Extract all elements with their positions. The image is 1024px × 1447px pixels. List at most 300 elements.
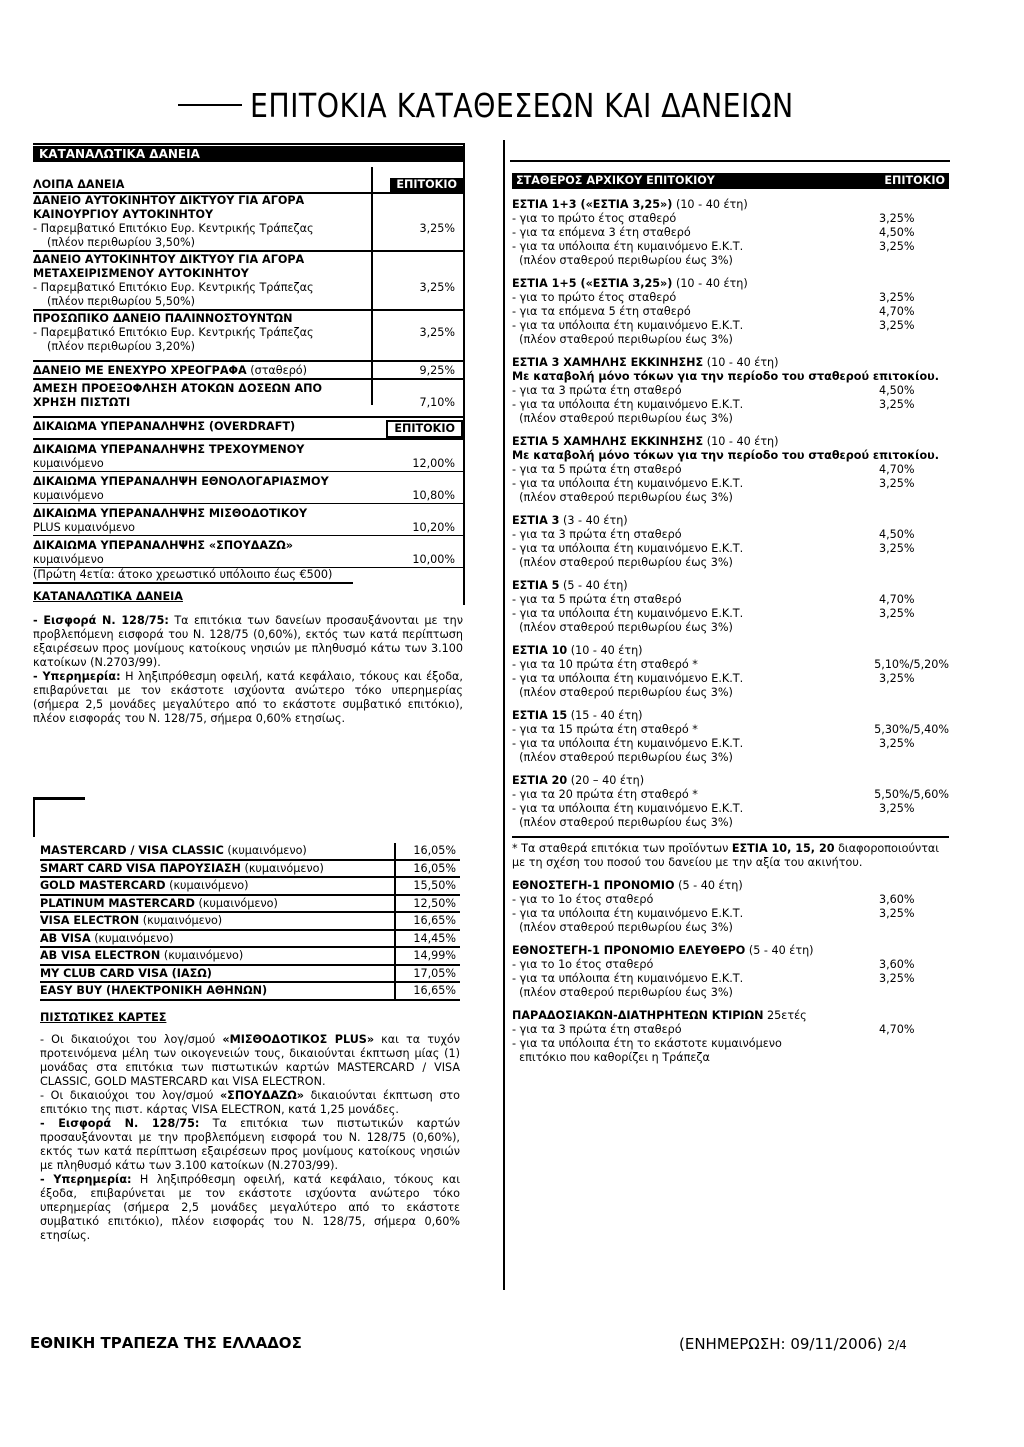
loans-rate-rule [371, 167, 373, 405]
extra-items [512, 879, 949, 1065]
mortgage-product-span: (10 - 40 έτη) [675, 198, 748, 211]
mortgage-line-rate: 5,50%/5,60% [874, 788, 949, 801]
mortgage-product-title: ΕΣΤΙΑ 1+3 («ΕΣΤΙΑ 3,25») [512, 198, 673, 211]
mortgage-product-span: (10 - 40 έτη) [570, 644, 643, 657]
overdraft-sub: PLUS κυμαινόμενο [33, 521, 135, 534]
mortgage-line-text: - για τα επόμενα 5 έτη σταθερό [512, 305, 691, 318]
card-name: SMART CARD VISA ΠΑΡΟΥΣΙΑΣΗ [40, 861, 241, 875]
mortgage-product [512, 774, 949, 830]
card-name: MY CLUB CARD VISA (ΙΑΣΩ) [40, 966, 212, 980]
cards-note-2-b: «ΣΠΟΥΔΑΖΩ» [219, 1088, 304, 1102]
mortgage-line [512, 333, 949, 347]
loan-title: ΠΡΟΣΩΠΙΚΟ ΔΑΝΕΙΟ ΠΑΛΙΝΝΟΣΤΟΥΝΤΩΝ [33, 312, 293, 325]
mortgage-line-rate: 4,50% [879, 528, 915, 541]
mortgage-line-text: (πλέον σταθερού περιθωρίου έως 3%) [512, 751, 733, 764]
loan-line-row [33, 281, 463, 295]
mortgage-product-title: ΕΣΤΙΑ 15 [512, 709, 568, 722]
card-rate: 16,05% [394, 861, 460, 877]
mortgage-line-rate [879, 1037, 949, 1051]
mortgage-product [512, 277, 949, 347]
mortgage-header [512, 173, 949, 189]
card-name-cell [40, 983, 267, 999]
cards-left-rule [33, 797, 35, 837]
cards-note-1-b: «ΜΙΣΘΟΔΟΤΙΚΟΣ PLUS» [222, 1032, 375, 1046]
mortgage-product-title-row [512, 435, 949, 449]
overdraft-item [33, 539, 463, 568]
mortgage-line [512, 686, 949, 700]
footer-bank: ΕΘΝΙΚΗ ΤΡΑΠΕΖΑ ΤΗΣ ΕΛΛΑΔΟΣ [30, 1334, 302, 1352]
footer-update-text: (ΕΝΗΜΕΡΩΣΗ: 09/11/2006) [679, 1335, 883, 1353]
loan-note: (πλέον περιθωρίου 5,50%) [47, 295, 195, 308]
card-row [40, 878, 460, 896]
mortgage-line-rate: 3,25% [879, 672, 915, 685]
mortgage-line-text: - για τα 3 πρώτα έτη σταθερό [512, 528, 682, 541]
mortgage-line [512, 723, 949, 737]
mortgage-product-title-row [512, 514, 949, 528]
mortgage-product-title: ΕΣΤΙΑ 3 [512, 514, 560, 527]
mortgage-line-text: (πλέον σταθερού περιθωρίου έως 3%) [512, 412, 733, 425]
cards-note-1 [40, 1033, 460, 1089]
loans-note-2-bold: - Υπερημερία: [33, 670, 121, 683]
mortgage-line-rate: 3,25% [879, 907, 915, 920]
mortgage-product-span: (3 - 40 έτη) [562, 514, 628, 527]
mortgage-header-right: ΕΠΙΤΟΚΙΟ [884, 174, 945, 187]
mortgage-line [512, 412, 949, 426]
mortgage-line-text: (πλέον σταθερού περιθωρίου έως 3%) [512, 254, 733, 267]
mortgage-line [512, 291, 949, 305]
mortgage-line-rate: 4,50% [879, 226, 915, 239]
mortgage-line-text: επιτόκιο που καθορίζει η Τράπεζα [512, 1051, 710, 1064]
cards-notes-title: ΠΙΣΤΩΤΙΚΕΣ ΚΑΡΤΕΣ [40, 1010, 167, 1024]
mortgage-line-rate [879, 412, 949, 426]
mortgage-line [512, 254, 949, 268]
mortgage-line-rate: 3,25% [879, 542, 915, 555]
mortgage-product-title-row [512, 198, 949, 212]
mortgage-line-text: - για τα 15 πρώτα έτη σταθερό * [512, 723, 698, 736]
overdraft-header: ΔΙΚΑΙΩΜΑ ΥΠΕΡΑΝΑΛΗΨΗΣ (OVERDRAFT) [33, 420, 296, 433]
loan-line: - Παρεμβατικό Επιτόκιο Ευρ. Κεντρικής Τράπεζας [33, 222, 314, 235]
cards-note-3 [40, 1117, 460, 1173]
mortgage-line [512, 737, 949, 751]
cards-note-2-c: δικαιούνται έκπτωση στο επιτόκιο της πιστ. κάρτας VISA ELECTRON, κατά 1,25 μονάδες. [40, 1088, 460, 1116]
mortgage-line [512, 398, 949, 412]
mortgage-line-rate: 3,25% [879, 319, 915, 332]
mortgage-product-span: (5 - 40 έτη) [562, 579, 628, 592]
mortgage-line-text: (πλέον σταθερού περιθωρίου έως 3%) [512, 921, 733, 934]
mortgage-product-title: ΠΑΡΑΔΟΣΙΑΚΩΝ-ΔΙΑΤΗΡΗΤΕΩΝ ΚΤΙΡΙΩΝ [512, 1009, 764, 1022]
mortgage-line-rate: 5,30%/5,40% [874, 723, 949, 736]
footnote-b: ΕΣΤΙΑ 10, 15, 20 [731, 842, 835, 855]
mortgage-line-rate [879, 333, 949, 347]
mortgage-product-title-row [512, 879, 949, 893]
cards-note-4-bold: - Υπερημερία: [40, 1172, 132, 1186]
card-rate: 14,45% [394, 931, 460, 947]
overdraft-row [33, 521, 463, 536]
mortgage-line-rate [879, 491, 949, 505]
mortgage-product [512, 944, 949, 1000]
card-rate: 16,05% [394, 843, 460, 859]
cards-note-2-a: - Οι δικαιούχοι του λογ/σμού [40, 1088, 220, 1102]
mortgage-line-rate: 5,10%/5,20% [874, 658, 949, 671]
card-row [40, 931, 460, 949]
mortgage-section [512, 173, 949, 1065]
card-name-cell [40, 966, 212, 982]
secured-loan-row [33, 360, 463, 378]
overdraft-title: ΔΙΚΑΙΩΜΑ ΥΠΕΡΑΝΑΛΗΨΗΣ «ΣΠΟΥΔΑΖΩ» [33, 539, 293, 552]
overdraft-rate: 10,20% [412, 521, 455, 534]
mortgage-line [512, 226, 949, 240]
card-row [40, 913, 460, 931]
mortgage-line [512, 958, 949, 972]
mortgage-line-text: (πλέον σταθερού περιθωρίου έως 3%) [512, 686, 733, 699]
loan-item [33, 309, 463, 354]
mortgage-line [512, 528, 949, 542]
loans-notes-title: ΚΑΤΑΝΑΛΩΤΙΚΑ ΔΑΝΕΙΑ [33, 590, 183, 603]
loans-right-rule [463, 145, 465, 605]
mortgage-line [512, 384, 949, 398]
mortgage-product-span: (10 - 40 έτη) [675, 277, 748, 290]
card-name-cell [40, 931, 174, 947]
loan-items [33, 194, 463, 354]
footnote-c: διαφοροποιούνται με τη σχέση του ποσού του δανείου με την αξία του ακινήτου. [512, 842, 940, 869]
mortgage-line [512, 556, 949, 570]
mortgage-line [512, 1037, 949, 1051]
mortgage-line [512, 621, 949, 635]
cards-top-rule [33, 797, 85, 800]
mortgage-line [512, 972, 949, 986]
page-title: ΕΠΙΤΟΚΙΑ ΚΑΤΑΘΕΣΕΩΝ ΚΑΙ ΔΑΝΕΙΩΝ [250, 86, 794, 125]
mortgage-line [512, 751, 949, 765]
loan-line-row [33, 222, 463, 236]
card-sub: (κυμαινόμενο) [244, 861, 324, 875]
mortgage-line-rate: 4,70% [879, 1023, 915, 1036]
mortgage-line [512, 212, 949, 226]
card-row [40, 896, 460, 914]
mortgage-product [512, 356, 949, 426]
card-name: GOLD MASTERCARD [40, 879, 166, 892]
mortgage-line-text: - για τα υπόλοιπα έτη κυμαινόμενο Ε.Κ.Τ. [512, 607, 744, 620]
mortgage-line [512, 607, 949, 621]
title-rule [178, 104, 242, 106]
card-name: EASY BUY (ΗΛΕΚΤΡΟΝΙΚΗ ΑΘΗΝΩΝ) [40, 984, 268, 997]
mortgage-line-rate: 3,25% [879, 737, 915, 750]
mortgage-line-text: - για τα 5 πρώτα έτη σταθερό [512, 593, 682, 606]
mortgage-line-text: - για τα 3 πρώτα έτη σταθερό [512, 1023, 682, 1036]
mortgage-product-span: (15 - 40 έτη) [570, 709, 643, 722]
loans-note-1 [33, 614, 463, 670]
overdraft-item [33, 507, 463, 536]
mortgage-line-text: - για το πρώτο έτος σταθερό [512, 212, 677, 225]
mortgage-product-span: (20 – 40 έτη) [570, 774, 645, 787]
mortgage-product [512, 514, 949, 570]
mortgage-header-left: ΣΤΑΘΕΡΟΣ ΑΡΧΙΚΟΥ ΕΠΙΤΟΚΙΟΥ [516, 174, 715, 187]
cards-note-1-a: - Οι δικαιούχοι του λογ/σμού [40, 1032, 223, 1046]
loans-note-2-text: Η ληξιπρόθεσμη οφειλή, κατά κεφάλαιο, τόκους και έξοδα, επιβαρύνεται με τον εκάστοτε ισχύοντα ανώτερο τόκο υπερημερίας (σήμερα 2,5 μονάδες μεγαλύτερο από το εκάστοτε συμβατικό επιτόκιο), πλέον εισφοράς του Ν. 128/75, σήμερα 0,60% ετησίως. [33, 670, 463, 725]
card-sub: (κυμαινόμενο) [163, 949, 244, 962]
footer-page: 2/4 [887, 1338, 907, 1352]
loan-title: ΔΑΝΕΙΟ ΑΥΤΟΚΙΝΗΤΟΥ ΔΙΚΤΥΟΥ ΓΙΑ ΑΓΟΡΑ ΚΑΙΝΟΥΡΓΙΟΥ ΑΥΤΟΚΙΝΗΤΟΥ [33, 194, 305, 221]
card-sub: (κυμαινόμενο) [198, 896, 278, 910]
mortgage-line-text: (πλέον σταθερού περιθωρίου έως 3%) [512, 556, 733, 569]
mortgage-line-text: (πλέον σταθερού περιθωρίου έως 3%) [512, 986, 733, 999]
loan-rate: 3,25% [419, 222, 455, 235]
right-top-rule [510, 160, 950, 162]
overdraft-rate: 10,80% [412, 489, 455, 502]
mortgage-line-text: - για τα υπόλοιπα έτη κυμαινόμενο Ε.Κ.Τ. [512, 542, 744, 555]
overdraft-sub: κυμαινόμενο [33, 489, 104, 502]
mortgage-product-span: 25ετές [767, 1009, 807, 1022]
mortgage-line-text: - για τα επόμενα 3 έτη σταθερό [512, 226, 691, 239]
card-sub: (κυμαινόμενο) [227, 844, 307, 857]
overdraft-title: ΔΙΚΑΙΩΜΑ ΥΠΕΡΑΝΑΛΗΨΗΣ ΤΡΕΧΟΥΜΕΝΟΥ [33, 443, 305, 456]
mortgage-line-text: - για τα υπόλοιπα έτη κυμαινόμενο Ε.Κ.Τ. [512, 672, 744, 685]
mortgage-line [512, 907, 949, 921]
mortgage-line-rate [879, 816, 949, 830]
mortgage-line [512, 802, 949, 816]
mortgage-line-rate [879, 751, 949, 765]
cards-note-3-bold: - Εισφορά Ν. 128/75: [40, 1116, 200, 1130]
loans-section [33, 146, 463, 726]
mortgage-line-text: - για τα 5 πρώτα έτη σταθερό [512, 463, 682, 476]
mortgage-line-text: - για τα υπόλοιπα έτη κυμαινόμενο Ε.Κ.Τ. [512, 398, 744, 411]
card-rate: 12,50% [394, 896, 460, 912]
card-name: MASTERCARD / VISA CLASSIC [40, 844, 224, 857]
card-row [40, 983, 460, 1001]
mortgage-line [512, 986, 949, 1000]
mortgage-line [512, 542, 949, 556]
card-rate: 14,99% [394, 948, 460, 964]
mortgage-product-span: (5 - 40 έτη) [748, 944, 814, 957]
mortgage-line-rate: 3,25% [879, 972, 915, 985]
mortgage-product-title: ΕΣΤΙΑ 3 ΧΑΜΗΛΗΣ ΕΚΚΙΝΗΣΗΣ [512, 356, 704, 369]
mortgage-product-title-row [512, 644, 949, 658]
mortgage-line-rate: 4,70% [879, 463, 915, 476]
cards-section [40, 843, 460, 1243]
card-name-cell [40, 896, 278, 912]
mortgage-line-text: - για τα υπόλοιπα έτη το εκάστοτε κυμαινόμενο [512, 1037, 782, 1050]
footnote-a: * Τα σταθερά επιτόκια των προϊόντων [512, 842, 732, 855]
card-rate: 16,65% [394, 983, 460, 999]
mortgage-product-title: ΕΣΤΙΑ 1+5 («ΕΣΤΙΑ 3,25») [512, 277, 673, 290]
card-name-cell [40, 843, 307, 859]
overdraft-row [33, 457, 463, 472]
mortgage-product-title: ΕΣΤΙΑ 20 [512, 774, 568, 787]
card-name: VISA ELECTRON [40, 914, 140, 927]
mortgage-product-title: ΕΘΝΟΣΤΕΓΗ-1 ΠΡΟΝΟΜΙΟ ΕΛΕΥΘΕΡΟ [512, 944, 746, 957]
mortgage-line-text: - για τα υπόλοιπα έτη κυμαινόμενο Ε.Κ.Τ. [512, 802, 744, 815]
cards-note-2 [40, 1089, 460, 1117]
prepay-label: ΑΜΕΣΗ ΠΡΟΕΞΟΦΛΗΣΗ ΑΤΟΚΩΝ ΔΟΣΕΩΝ ΑΠΟ ΧΡΗΣΗ ΠΙΣΤΩΤΙ [33, 382, 323, 409]
mortgage-line-rate [879, 621, 949, 635]
loans-note-2 [33, 670, 463, 726]
loans-note-1-bold: - Εισφορά Ν. 128/75: [33, 614, 169, 627]
secured-loan-rate: 9,25% [419, 364, 455, 377]
overdraft-col: ΕΠΙΤΟΚΙΟ [386, 420, 463, 438]
card-sub: (κυμαινόμενο) [142, 914, 223, 927]
loan-rate: 3,25% [419, 326, 455, 339]
cards-note-4-text: Η ληξιπρόθεσμη οφειλή, κατά κεφάλαιο, τόκους και έξοδα, επιβαρύνεται με τον εκάστοτε ισχύοντα ανώτερο τόκο υπερημερίας (σήμερα 2,5 μονάδες μεγαλύτερο από το εκάστοτε συμβατικό επιτόκιο), πλέον εισφοράς του Ν. 128/75, σήμερα 0,60% ετησίως. [40, 1172, 460, 1242]
mortgage-line-text: - για το 1ο έτος σταθερό [512, 893, 654, 906]
cards-note-4 [40, 1173, 460, 1243]
card-row [40, 948, 460, 966]
loan-item [33, 194, 463, 250]
mortgage-line-text: - για τα υπόλοιπα έτη κυμαινόμενο Ε.Κ.Τ. [512, 240, 744, 253]
loans-col-right: ΕΠΙΤΟΚΙΟ [390, 178, 463, 192]
loans-col-left: ΛΟΙΠΑ ΔΑΝΕΙΑ [33, 178, 125, 191]
mortgage-product-title-row [512, 356, 949, 370]
mortgage-product-title-row [512, 944, 949, 958]
card-row [40, 861, 460, 879]
prepay-rate: 7,10% [419, 396, 455, 409]
loan-line-row [33, 326, 463, 340]
card-name-cell [40, 948, 243, 964]
mortgage-line [512, 477, 949, 491]
overdraft-row [33, 553, 463, 568]
card-name: AB VISA [40, 931, 91, 945]
mortgage-line-rate [879, 556, 949, 570]
mortgage-line-rate [879, 921, 949, 935]
loan-line: - Παρεμβατικό Επιτόκιο Ευρ. Κεντρικής Τράπεζας [33, 326, 314, 339]
mortgage-product-title: ΕΣΤΙΑ 5 [512, 579, 560, 592]
card-name: PLATINUM MASTERCARD [40, 896, 195, 910]
loans-section-title: ΚΑΤΑΝΑΛΩΤΙΚΑ ΔΑΝΕΙΑ [33, 146, 463, 162]
mortgage-product-title: ΕΘΝΟΣΤΕΓΗ-1 ΠΡΟΝΟΜΙΟ [512, 879, 675, 892]
overdraft-items [33, 443, 463, 568]
card-name-cell [40, 878, 249, 894]
mortgage-line-text: - για τα υπόλοιπα έτη κυμαινόμενο Ε.Κ.Τ. [512, 907, 744, 920]
right-left-rule [503, 140, 505, 1290]
mortgage-line-rate: 3,25% [879, 477, 915, 490]
mortgage-line-text: - για το 1ο έτος σταθερό [512, 958, 654, 971]
mortgage-product-title-row [512, 579, 949, 593]
mortgage-line [512, 1051, 949, 1065]
mortgage-line-rate: 3,25% [879, 802, 915, 815]
left-top-rule [33, 143, 465, 145]
mortgage-line [512, 240, 949, 254]
loans-note-1-text: Τα επιτόκια των δανείων προσαυξάνονται με την προβλεπόμενη εισφορά του Ν. 128/75 (0,60%), εκτός των κατά περίπτωση εξαιρέσεων προς μονίμους κατοίκους νησιών με πληθυσμό κάτω των 3.100 κατοίκων (Ν.2703/99). [33, 614, 463, 669]
card-sub: (κυμαινόμενο) [94, 931, 174, 945]
card-rate: 16,65% [394, 913, 460, 929]
mortgage-line-rate: 3,25% [879, 291, 915, 304]
loan-title: ΔΑΝΕΙΟ ΑΥΤΟΚΙΝΗΤΟΥ ΔΙΚΤΥΟΥ ΓΙΑ ΑΓΟΡΑ ΜΕΤΑΧΕΙΡΙΣΜΕΝΟΥ ΑΥΤΟΚΙΝΗΤΟΥ [33, 253, 305, 280]
mortgage-line [512, 658, 949, 672]
mortgage-line [512, 1023, 949, 1037]
mortgage-items [512, 198, 949, 830]
mortgage-line-rate [879, 686, 949, 700]
mortgage-line [512, 921, 949, 935]
card-sub: (κυμαινόμενο) [169, 879, 249, 892]
mortgage-product [512, 579, 949, 635]
mortgage-product-title-row [512, 1009, 949, 1023]
cards-note-3-text: Τα επιτόκια των πιστωτικών καρτών προσαυξάνονται με την προβλεπόμενη εισφορά του Ν. 128/75 (0,60%), εκτός των κατά περίπτωση εξαιρέσεων προς μονίμους κατοίκους νησιών με πληθυσμό κάτω των 3.100 κατοίκων (Ν.2703/99). [40, 1116, 460, 1172]
mortgage-product [512, 435, 949, 505]
overdraft-title: ΔΙΚΑΙΩΜΑ ΥΠΕΡΑΝΑΛΗΨΗΣ ΜΙΣΘΟΔΟΤΙΚΟΥ [33, 507, 308, 520]
mortgage-product [512, 1009, 949, 1065]
mortgage-product-title-row [512, 709, 949, 723]
mortgage-product-sub: Με καταβολή μόνο τόκων για την περίοδο του σταθερού επιτοκίου. [512, 449, 939, 462]
mortgage-line [512, 893, 949, 907]
overdraft-rate: 10,00% [412, 553, 455, 566]
overdraft-note: (Πρώτη 4ετία: άτοκο χρεωστικό υπόλοιπο έως €500) [33, 568, 353, 584]
card-name: AB VISA ELECTRON [40, 949, 161, 962]
overdraft-sub: κυμαινόμενο [33, 553, 104, 566]
card-items [40, 843, 460, 1001]
card-row [40, 966, 460, 984]
cards-note-1-c: και τα τυχόν προτεινόμενα μέλη των οικογενειών τους, δικαιούνται έκπτωση μίας (1) μονάδας στα επιτόκια των πιστωτικών καρτών MASTERCARD / VISA CLASSIC, GOLD MASTERCARD και VISA ELECTRON. [40, 1032, 461, 1088]
mortgage-line-text: (πλέον σταθερού περιθωρίου έως 3%) [512, 816, 733, 829]
card-rate: 15,50% [394, 878, 460, 894]
overdraft-header-row [33, 416, 463, 440]
prepay-row [33, 378, 463, 410]
mortgage-line [512, 816, 949, 830]
mortgage-line-text: - για τα 10 πρώτα έτη σταθερό * [512, 658, 698, 671]
mortgage-product [512, 879, 949, 935]
mortgage-product [512, 709, 949, 765]
mortgage-line-rate: 3,25% [879, 240, 915, 253]
mortgage-line-rate: 3,25% [879, 212, 915, 225]
mortgage-line-rate: 4,70% [879, 593, 915, 606]
overdraft-title: ΔΙΚΑΙΩΜΑ ΥΠΕΡΑΝΑΛΗΨΗ ΕΘΝΟΛΟΓΑΡΙΑΣΜΟΥ [33, 475, 329, 488]
mortgage-line-rate: 3,25% [879, 398, 915, 411]
overdraft-item [33, 443, 463, 472]
mortgage-product-span: (5 - 40 έτη) [678, 879, 743, 892]
mortgage-footnote [512, 842, 949, 870]
loan-note: (πλέον περιθωρίου 3,50%) [47, 236, 195, 249]
loan-rate: 3,25% [419, 281, 455, 294]
loan-note: (πλέον περιθωρίου 3,20%) [47, 340, 195, 353]
mortgage-line [512, 305, 949, 319]
loan-line: - Παρεμβατικό Επιτόκιο Ευρ. Κεντρικής Τράπεζας [33, 281, 314, 294]
mortgage-product-title-row [512, 277, 949, 291]
mortgage-line-text: (πλέον σταθερού περιθωρίου έως 3%) [512, 621, 733, 634]
mortgage-product [512, 644, 949, 700]
mortgage-line-rate: 4,50% [879, 384, 915, 397]
mortgage-line-rate [879, 1051, 949, 1065]
mortgage-product-span: (10 - 40 έτη) [706, 435, 779, 448]
mortgage-line [512, 788, 949, 802]
mortgage-line-text: - για τα υπόλοιπα έτη κυμαινόμενο Ε.Κ.Τ. [512, 319, 744, 332]
loans-col-header [33, 178, 463, 194]
mortgage-line [512, 672, 949, 686]
card-name-cell [40, 861, 324, 877]
mortgage-line-text: (πλέον σταθερού περιθωρίου έως 3%) [512, 491, 733, 504]
mortgage-line-rate: 4,70% [879, 305, 915, 318]
mortgage-line-text: - για το πρώτο έτος σταθερό [512, 291, 677, 304]
card-name-cell [40, 913, 222, 929]
mortgage-product-sub: Με καταβολή μόνο τόκων για την περίοδο του σταθερού επιτοκίου. [512, 370, 939, 383]
loan-item [33, 250, 463, 309]
mortgage-line-text: - για τα 20 πρώτα έτη σταθερό * [512, 788, 698, 801]
mortgage-line-rate: 3,60% [879, 958, 915, 971]
mortgage-line [512, 463, 949, 477]
mortgage-line-rate: 3,25% [879, 607, 915, 620]
mortgage-line-text: - για τα υπόλοιπα έτη κυμαινόμενο Ε.Κ.Τ. [512, 477, 744, 490]
mortgage-product-title-row [512, 774, 949, 788]
mortgage-line-text: - για τα υπόλοιπα έτη κυμαινόμενο Ε.Κ.Τ. [512, 737, 744, 750]
overdraft-row [33, 489, 463, 504]
mortgage-line-rate [879, 254, 949, 268]
card-row [40, 843, 460, 861]
mortgage-product [512, 198, 949, 268]
secured-loan-label: ΔΑΝΕΙΟ ΜΕ ΕΝΕΧΥΡΟ ΧΡΕΟΓΡΑΦΑ [33, 364, 247, 377]
mortgage-product-title: ΕΣΤΙΑ 5 ΧΑΜΗΛΗΣ ΕΚΚΙΝΗΣΗΣ [512, 435, 704, 448]
card-rate: 17,05% [394, 966, 460, 982]
mortgage-line-text: (πλέον σταθερού περιθωρίου έως 3%) [512, 333, 733, 346]
overdraft-sub: κυμαινόμενο [33, 457, 104, 470]
mortgage-product-title: ΕΣΤΙΑ 10 [512, 644, 568, 657]
mortgage-line-text: - για τα υπόλοιπα έτη κυμαινόμενο Ε.Κ.Τ. [512, 972, 744, 985]
mortgage-line [512, 491, 949, 505]
